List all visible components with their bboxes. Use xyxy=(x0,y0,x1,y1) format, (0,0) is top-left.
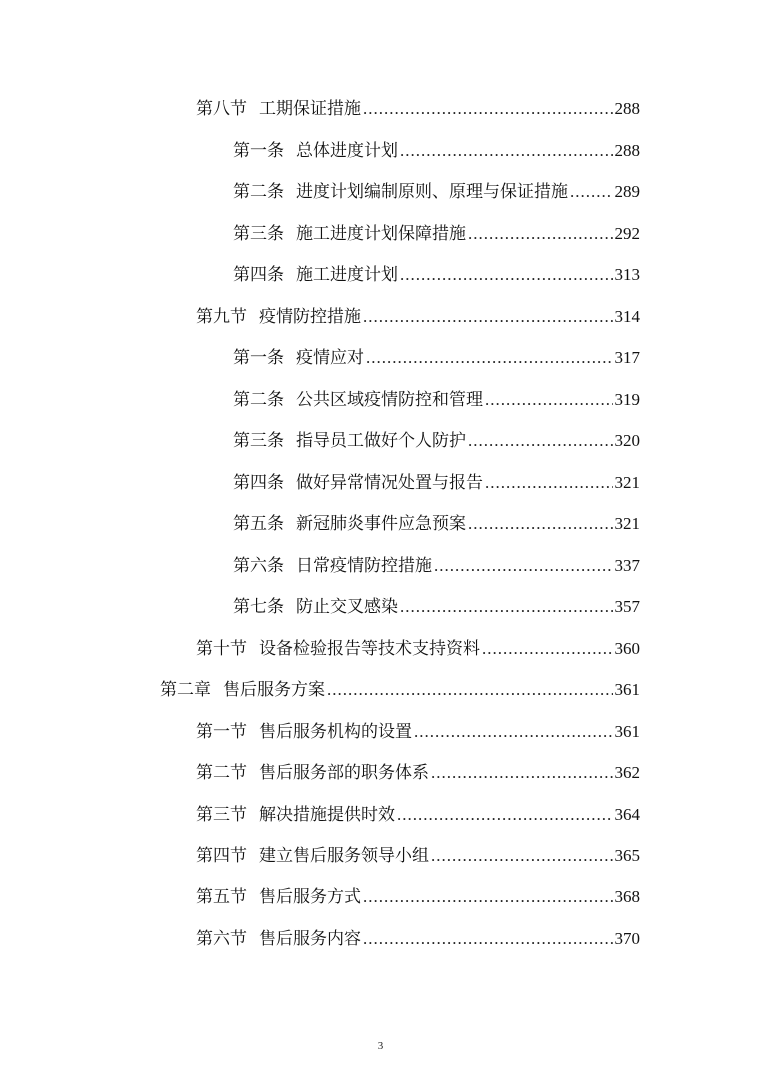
toc-title: 工期保证措施 xyxy=(259,99,361,119)
dot-leader xyxy=(363,926,613,952)
dot-leader xyxy=(482,636,613,662)
toc-entry[interactable] xyxy=(233,387,640,413)
toc-number: 第二条 xyxy=(233,390,284,410)
toc-number: 第二章 xyxy=(160,680,211,700)
toc-number: 第六条 xyxy=(233,556,284,576)
dot-leader xyxy=(366,345,613,371)
toc-number: 第一条 xyxy=(233,348,284,368)
toc-title: 做好异常情况处置与报告 xyxy=(296,473,483,493)
toc-page: 357 xyxy=(614,597,640,616)
dot-leader xyxy=(468,428,613,454)
toc-title: 建立售后服务领导小组 xyxy=(259,846,429,866)
dot-leader xyxy=(400,594,613,620)
toc-title: 防止交叉感染 xyxy=(296,597,398,617)
toc-number: 第一条 xyxy=(233,141,284,161)
toc-page: 313 xyxy=(614,265,640,284)
toc-page: 314 xyxy=(614,307,640,326)
toc-entry[interactable] xyxy=(196,802,640,828)
toc-entry[interactable] xyxy=(196,719,640,745)
toc-title: 解决措施提供时效 xyxy=(259,805,395,825)
toc-number: 第六节 xyxy=(196,929,247,949)
dot-leader xyxy=(434,553,613,579)
toc-title: 公共区域疫情防控和管理 xyxy=(296,390,483,410)
toc-title: 售后服务内容 xyxy=(259,929,361,949)
toc-entry[interactable] xyxy=(233,262,640,288)
toc-page: 321 xyxy=(614,473,640,492)
toc-page: 360 xyxy=(614,639,640,658)
dot-leader xyxy=(397,802,613,828)
dot-leader xyxy=(414,719,613,745)
toc-entry[interactable] xyxy=(196,636,640,662)
toc-page: 361 xyxy=(614,680,640,699)
toc-entry[interactable] xyxy=(233,511,640,537)
toc-entry[interactable] xyxy=(233,345,640,371)
toc-entry[interactable] xyxy=(196,96,640,122)
toc-number: 第三条 xyxy=(233,224,284,244)
toc-page: 362 xyxy=(614,763,640,782)
toc-number: 第四条 xyxy=(233,473,284,493)
toc-title: 施工进度计划 xyxy=(296,265,398,285)
toc-entry[interactable] xyxy=(196,843,640,869)
toc-title: 施工进度计划保障措施 xyxy=(296,224,466,244)
dot-leader xyxy=(363,304,613,330)
toc-entry[interactable] xyxy=(233,179,640,205)
toc-number: 第三节 xyxy=(196,805,247,825)
toc-title: 设备检验报告等技术支持资料 xyxy=(259,639,480,659)
toc-entry[interactable] xyxy=(196,760,640,786)
dot-leader xyxy=(468,511,613,537)
toc-number: 第五条 xyxy=(233,514,284,534)
toc-title: 总体进度计划 xyxy=(296,141,398,161)
toc-number: 第十节 xyxy=(196,639,247,659)
toc-page: 364 xyxy=(614,805,640,824)
toc-number: 第二条 xyxy=(233,182,284,202)
toc-number: 第九节 xyxy=(196,307,247,327)
dot-leader xyxy=(431,760,613,786)
toc-page: 361 xyxy=(614,722,640,741)
toc-number: 第四节 xyxy=(196,846,247,866)
toc-title: 日常疫情防控措施 xyxy=(296,556,432,576)
toc-number: 第三条 xyxy=(233,431,284,451)
toc-number: 第二节 xyxy=(196,763,247,783)
toc-title: 疫情应对 xyxy=(296,348,364,368)
toc-page: 368 xyxy=(614,887,640,906)
dot-leader xyxy=(431,843,613,869)
toc-entry[interactable] xyxy=(233,594,640,620)
toc-page: 337 xyxy=(614,556,640,575)
page-number: 3 xyxy=(377,1040,384,1052)
toc-title: 指导员工做好个人防护 xyxy=(296,431,466,451)
toc-number: 第一节 xyxy=(196,722,247,742)
toc-entry[interactable] xyxy=(196,926,640,952)
toc-page: 317 xyxy=(614,348,640,367)
toc-title: 售后服务方案 xyxy=(223,680,325,700)
toc-page: 365 xyxy=(614,846,640,865)
toc-page: 321 xyxy=(614,514,640,533)
dot-leader xyxy=(363,96,613,122)
toc-entry[interactable] xyxy=(233,138,640,164)
toc-title: 进度计划编制原则、原理与保证措施 xyxy=(296,182,568,202)
toc-page: 370 xyxy=(614,929,640,948)
toc-entry[interactable] xyxy=(160,677,640,703)
dot-leader xyxy=(485,470,613,496)
dot-leader xyxy=(570,179,613,205)
toc-page: 288 xyxy=(614,141,640,160)
toc-title: 售后服务部的职务体系 xyxy=(259,763,429,783)
dot-leader xyxy=(400,138,613,164)
dot-leader xyxy=(485,387,613,413)
toc-title: 售后服务机构的设置 xyxy=(259,722,412,742)
toc-title: 疫情防控措施 xyxy=(259,307,361,327)
toc-entry[interactable] xyxy=(233,221,640,247)
dot-leader xyxy=(468,221,613,247)
toc-number: 第八节 xyxy=(196,99,247,119)
toc-number: 第四条 xyxy=(233,265,284,285)
dot-leader xyxy=(363,884,613,910)
toc-entry[interactable] xyxy=(196,884,640,910)
toc-page: 319 xyxy=(614,390,640,409)
toc-number: 第七条 xyxy=(233,597,284,617)
toc-page: 288 xyxy=(614,99,640,118)
toc-page: 320 xyxy=(614,431,640,450)
toc-entry[interactable] xyxy=(233,428,640,454)
toc-title: 售后服务方式 xyxy=(259,887,361,907)
toc-page: 289 xyxy=(614,182,640,201)
toc-entry[interactable] xyxy=(196,304,640,330)
dot-leader xyxy=(400,262,613,288)
toc-page: 292 xyxy=(614,224,640,243)
toc-number: 第五节 xyxy=(196,887,247,907)
toc-title: 新冠肺炎事件应急预案 xyxy=(296,514,466,534)
toc-entry[interactable] xyxy=(233,553,640,579)
dot-leader xyxy=(327,677,613,703)
toc-entry[interactable] xyxy=(233,470,640,496)
